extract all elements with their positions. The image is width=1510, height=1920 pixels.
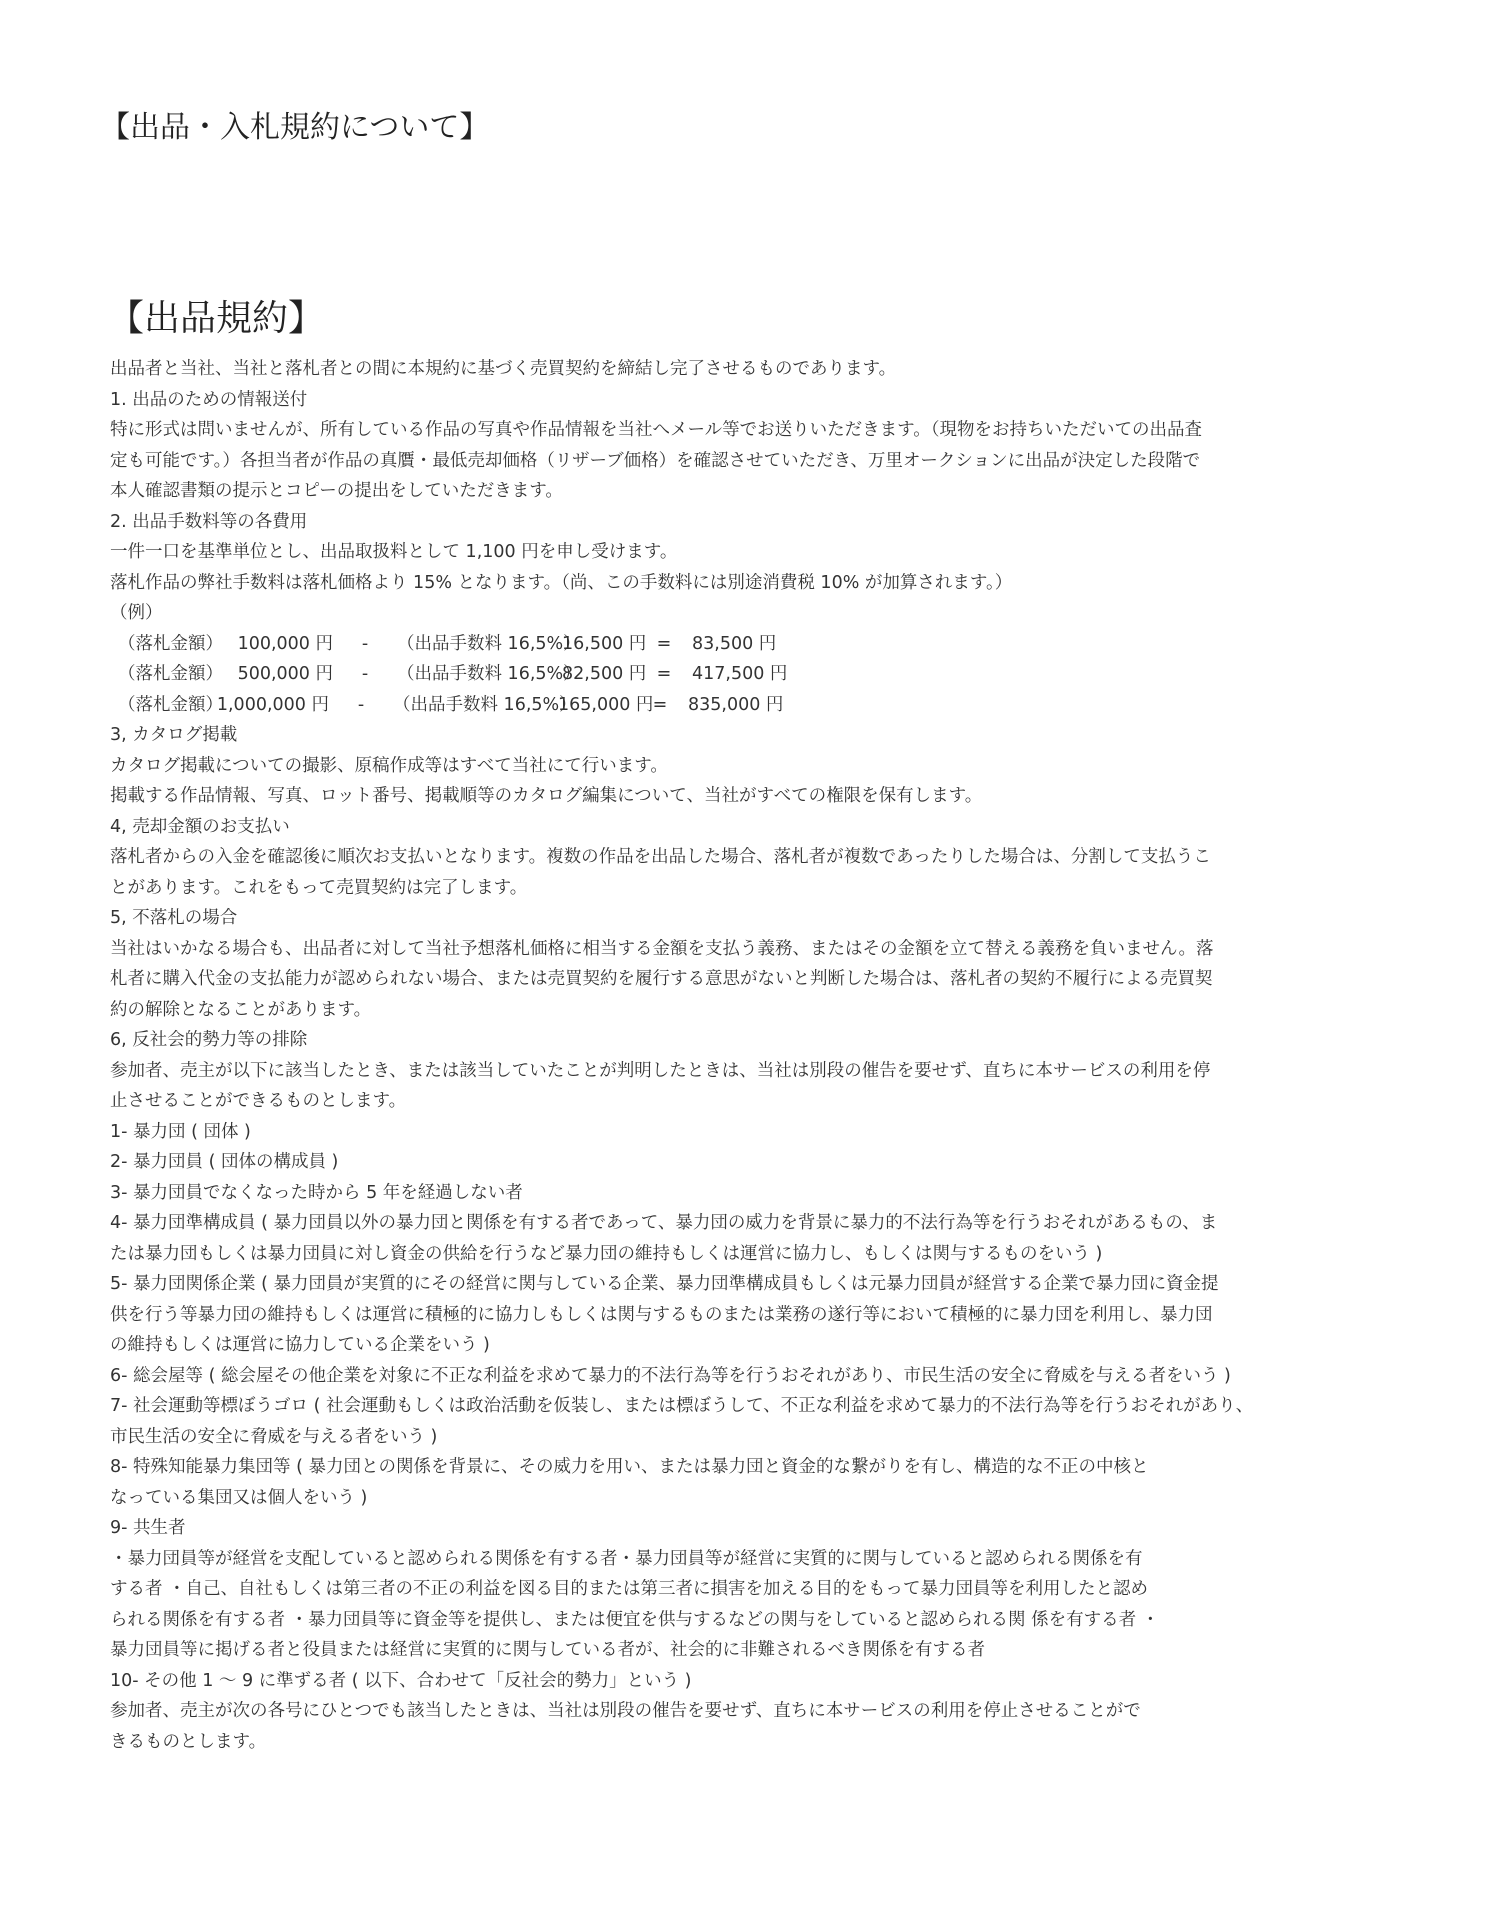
example-label-cell: （落札金額） [118,664,223,684]
fee-example-row [110,690,1350,721]
section-heading-fees: 2. 出品手数料等の各費用 [110,511,308,532]
example-minus-cell: - [361,664,369,684]
section-heading-unsold: 5, 不落札の場合 [110,908,238,928]
list-item-continued: 暴力団員等に掲げる者と役員または経営に実質的に関与している者が、社会的に非難されるべき関係を有する者 [110,1640,985,1660]
list-item-continued: られる関係を有する者 ・暴力団員等に資金等を提供し、または便宜を供与するなどの関与をしていると認められる関 係を有する者 ・ [110,1609,1160,1630]
fee-example-row [110,659,1350,690]
example-fee-label-cell: （出品手数料 16,5%） [397,664,581,684]
section-heading-info-submission: 1. 出品のための情報送付 [110,389,308,410]
example-fee-cell: 165,000 円 [558,694,654,715]
example-equals-cell: = [652,694,668,715]
paragraph-line: 落札者からの入金を確認後に順次お支払いとなります。複数の作品を出品した場合、落札者が複数であったりした場合は、分割して支払うこ [110,847,1211,867]
paragraph-line: 本人確認書類の提示とコピーの提出をしていただきます。 [110,481,563,501]
example-fee-label-cell: （出品手数料 16,5%） [397,633,581,654]
list-item-continued: なっている集団又は個人をいう ) [110,1487,368,1508]
list-item-continued: 供を行う等暴力団の維持もしくは運営に積極的に協力しもしくは関与するものまたは業務の遂行等において積極的に暴力団を利用し、暴力団 [110,1304,1213,1325]
example-label-cell: （落札金額） [118,633,223,654]
list-item-continued: の維持もしくは運営に協力している企業をいう ) [110,1335,490,1355]
example-fee-cell: 16,500 円 [562,633,647,654]
page-title: 【出品・入札規約について】 [100,110,490,145]
list-item: 2- 暴力団員 ( 団体の構成員 ) [110,1152,339,1172]
example-minus-cell: - [357,694,365,715]
paragraph-line: 掲載する作品情報、写真、ロット番号、掲載順等のカタログ編集について、当社がすべての権限を保有します。 [110,786,983,806]
example-net-cell: 835,000 円 [688,694,784,715]
list-item-continued: 市民生活の安全に脅威を与える者をいう ) [110,1426,438,1447]
paragraph-line: カタログ掲載についての撮影、原稿作成等はすべて当社にて行います。 [110,755,668,776]
paragraph-line: 一件一口を基準単位とし、出品取扱料として 1,100 円を申し受けます。 [110,542,678,562]
example-label: （例） [110,603,163,623]
paragraph-line: 特に形式は問いませんが、所有している作品の写真や作品情報を当社へメール等でお送りいただきます。（現物をお持ちいただいての出品査 [110,420,1202,440]
paragraph-line: 止させることができるものとします。 [110,1091,407,1111]
example-fee-cell: 82,500 円 [562,664,647,684]
list-item: 10- その他 1 〜 9 に準ずる者 ( 以下、合わせて「反社会的勢力」という ) [110,1670,692,1691]
section-title: 【出品規約】 [108,298,325,339]
fee-example-row [110,629,1350,660]
example-equals-cell: = [656,664,672,684]
section-heading-catalog: 3, カタログ掲載 [110,725,238,745]
example-amount-cell: 100,000 円 [237,633,333,654]
list-item-continued: する者 ・自己、自社もしくは第三者の不正の利益を図る目的または第三者に損害を加える目的をもって暴力団員等を利用したと認め [110,1579,1149,1599]
example-amount-cell: 1,000,000 円 [216,694,329,715]
list-item: 9- 共生者 [110,1518,186,1538]
paragraph-line: 落札作品の弊社手数料は落札価格より 15% となります。（尚、この手数料には別途消費税 10% が加算されます。） [110,572,1013,593]
terms-body [110,354,1350,1757]
example-net-cell: 417,500 円 [692,664,788,684]
paragraph-line: 定も可能です。）各担当者が作品の真贋・最低売却価格（リザーブ価格）を確認させていただき、万里オークションに出品が決定した段階で [110,450,1201,471]
example-amount-cell: 500,000 円 [237,664,333,684]
list-item: 4- 暴力団準構成員 ( 暴力団員以外の暴力団と関係を有する者であって、暴力団の威力を背景に暴力的不法行為等を行うおそれがあるもの、ま [110,1213,1218,1233]
example-minus-cell: - [361,633,369,654]
paragraph-line: 約の解除となることがあります。 [110,999,372,1020]
example-label-cell: （落札金額） [118,694,223,715]
section-heading-antisocial: 6, 反社会的勢力等の排除 [110,1030,308,1050]
example-fee-label-cell: （出品手数料 16,5%） [393,694,577,715]
list-item: 8- 特殊知能暴力集団等 ( 暴力団との関係を背景に、その威力を用い、または暴力団と資金的な繋がりを有し、構造的な不正の中核と [110,1457,1149,1477]
example-net-cell: 83,500 円 [692,633,777,654]
closing-text: 参加者、売主が次の各号にひとつでも該当したときは、当社は別段の催告を要せず、直ちに本サービスの利用を停止させることがで [110,1701,1141,1721]
closing-text: きるものとします。 [110,1731,267,1752]
list-item: 7- 社会運動等標ぼうゴロ ( 社会運動もしくは政治活動を仮装し、または標ぼうして、不正な利益を求めて暴力的不法行為等を行うおそれがあり、 [110,1396,1254,1416]
section-heading-payment: 4, 売却金額のお支払い [110,816,290,837]
list-item-continued: たは暴力団もしくは暴力団員に対し資金の供給を行うなど暴力団の維持もしくは運営に協力し、もしくは関与するものをいう ) [110,1243,1103,1264]
paragraph-line: 参加者、売主が以下に該当したとき、または該当していたことが判明したときは、当社は別段の催告を要せず、直ちに本サービスの利用を停 [110,1060,1211,1081]
example-equals-cell: = [656,633,672,654]
list-item-continued: ・暴力団員等が経営を支配していると認められる関係を有する者・暴力団員等が経営に実質的に関与していると認められる関係を有 [110,1548,1143,1569]
paragraph-line: 札者に購入代金の支払能力が認められない場合、または売買契約を履行する意思がないと判断した場合は、落札者の契約不履行による売買契 [110,969,1213,989]
list-item: 6- 総会屋等 ( 総会屋その他企業を対象に不正な利益を求めて暴力的不法行為等を行うおそれがあり、市民生活の安全に脅威を与える者をいう ) [110,1365,1231,1386]
list-item: 1- 暴力団 ( 団体 ) [110,1121,251,1142]
paragraph-line: とがあります。これをもって売買契約は完了します。 [110,877,528,898]
paragraph-line: 当社はいかなる場合も、出品者に対して当社予想落札価格に相当する金額を支払う義務、またはその金額を立て替える義務を負いません。落 [110,938,1214,959]
list-item: 3- 暴力団員でなくなった時から 5 年を経過しない者 [110,1182,523,1203]
list-item: 5- 暴力団関係企業 ( 暴力団員が実質的にその経営に関与している企業、暴力団準構成員もしくは元暴力団員が経営する企業で暴力団に資金提 [110,1274,1219,1294]
intro-text: 出品者と当社、当社と落札者との間に本規約に基づく売買契約を締結し完了させるものであります。 [110,359,897,379]
